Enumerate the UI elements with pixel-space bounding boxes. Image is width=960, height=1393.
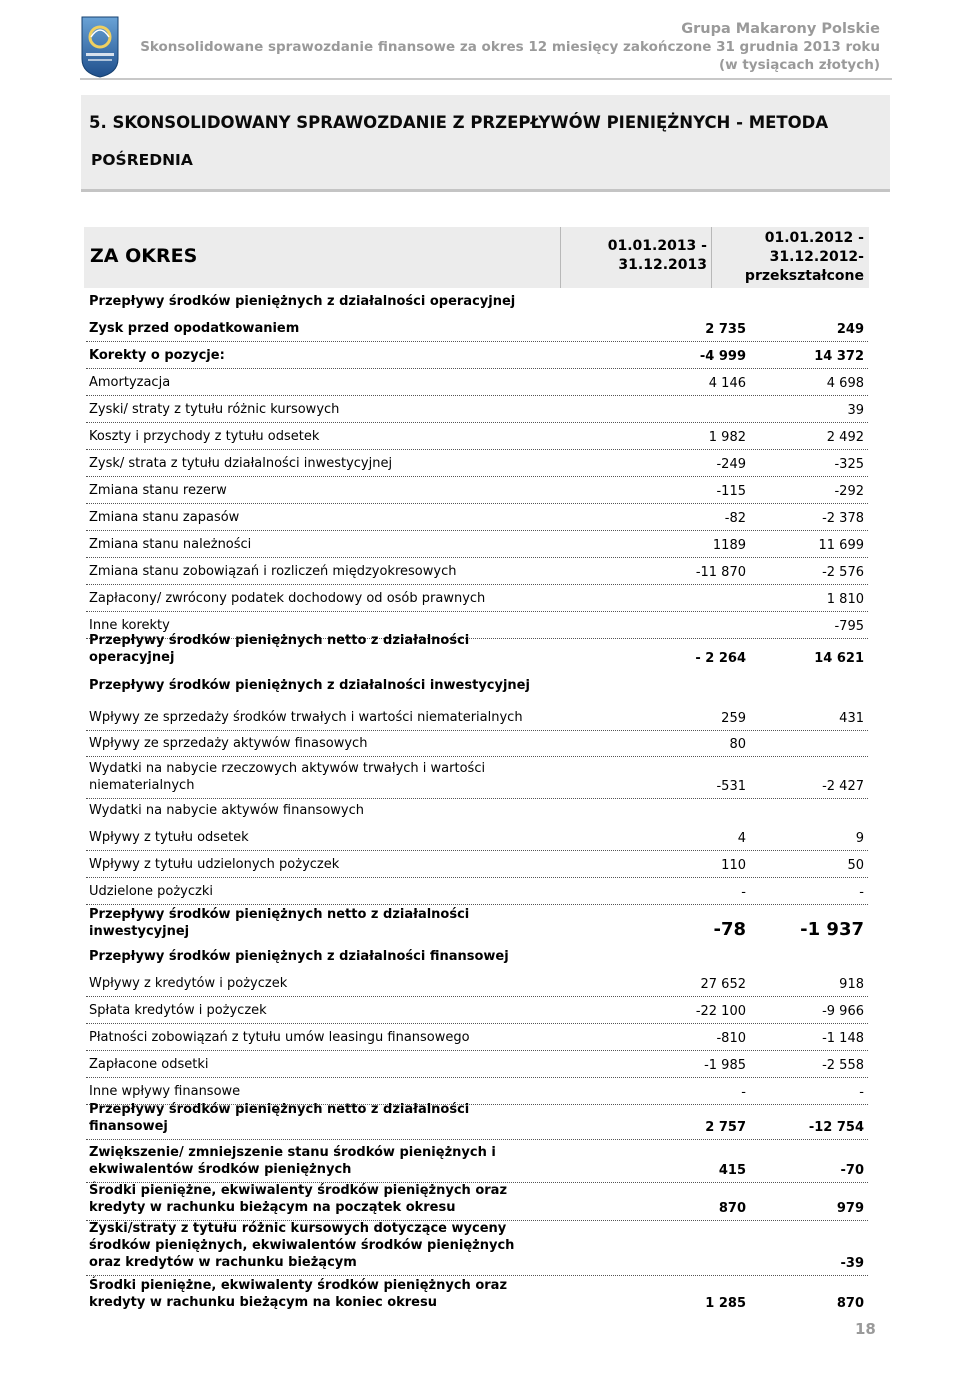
row-label: Koszty i przychody z tytułu odsetek: [89, 429, 320, 444]
row-label: Korekty o pozycje:: [89, 348, 225, 363]
row-label: Zmiana stanu zapasów: [89, 510, 240, 525]
column-header-2013-line: 31.12.2013: [618, 257, 707, 273]
table-row: [86, 530, 868, 558]
table-row: [86, 698, 868, 731]
value-2012: 870: [836, 1296, 864, 1311]
row-label: Zmiana stanu należności: [89, 537, 252, 552]
row-label: Amortyzacja: [89, 375, 171, 390]
row-label: Inne wpływy finansowe: [89, 1084, 241, 1099]
row-label: Zysk przed opodatkowaniem: [89, 321, 300, 336]
table-row: [86, 944, 868, 969]
value-2012: -1 148: [822, 1031, 864, 1046]
table-row: [86, 730, 868, 757]
value-2013: 80: [729, 737, 746, 752]
row-label: Przepływy środków pieniężnych netto z działalności operacyjnej: [89, 633, 470, 665]
row-label: Wydatki na nabycie rzeczowych aktywów trwałych i wartości niematerialnych: [89, 761, 486, 793]
table-row: [86, 633, 868, 670]
header-divider: [80, 78, 892, 80]
value-2013: 4: [737, 831, 746, 846]
value-2012: -9 966: [822, 1004, 864, 1019]
value-2013: 2 757: [705, 1120, 746, 1135]
table-row: [86, 368, 868, 396]
value-2012: -2 427: [822, 779, 864, 794]
value-2013: 870: [718, 1201, 746, 1216]
value-2013: -115: [716, 484, 746, 499]
row-label: Środki pieniężne, ekwiwalenty środków pieniężnych oraz kredyty w rachunku bieżącym na początek okresu: [89, 1183, 508, 1215]
value-2012: 1 810: [826, 592, 864, 607]
row-label: Zwiększenie/ zmniejszenie stanu środków pieniężnych i ekwiwalentów środków pieniężnych: [89, 1145, 496, 1177]
row-label: Przepływy środków pieniężnych z działalności operacyjnej: [89, 294, 516, 309]
value-2013: -82: [724, 511, 746, 526]
value-2013: 2 735: [705, 322, 746, 337]
value-2012: -: [859, 885, 864, 900]
value-2013: 1189: [712, 538, 746, 553]
value-2013: -531: [716, 779, 746, 794]
column-header-2012-line: 31.12.2012-: [769, 249, 864, 265]
value-2012: 9: [855, 831, 864, 846]
value-2012: -325: [834, 457, 864, 472]
value-2013: -11 870: [695, 565, 746, 580]
value-2013: 1 982: [708, 430, 746, 445]
value-2012: -1 937: [800, 919, 864, 940]
column-header-2013: [560, 237, 707, 275]
value-2013: 1 285: [705, 1296, 746, 1311]
value-2012: 979: [836, 1201, 864, 1216]
value-2013: 4 146: [708, 376, 746, 391]
table-row: [86, 1182, 868, 1221]
period-label: ZA OKRES: [90, 245, 198, 267]
section-title-line1: 5. SKONSOLIDOWANY SPRAWOZDANIE Z PRZEPŁYWÓW PIENIĘŻNYCH - METODA: [89, 113, 829, 132]
table-row: [86, 1141, 868, 1183]
table-row: [86, 672, 868, 698]
table-row: [86, 823, 868, 851]
value-2013: -810: [716, 1031, 746, 1046]
value-2013: -: [741, 885, 746, 900]
table-row: [86, 996, 868, 1024]
row-label: Przepływy środków pieniężnych z działalności finansowej: [89, 949, 509, 964]
row-label: Zmiana stanu rezerw: [89, 483, 227, 498]
value-2012: 14 372: [814, 349, 864, 364]
value-2013: - 2 264: [695, 651, 746, 666]
table-row: [86, 395, 868, 423]
value-2012: -12 754: [808, 1120, 864, 1135]
table-row: [86, 877, 868, 905]
company-logo: [80, 15, 120, 79]
value-2012: -292: [834, 484, 864, 499]
report-subtitle: Skonsolidowane sprawozdanie finansowe za okres 12 miesięcy zakończone 31 grudnia 2013 roku: [140, 39, 880, 55]
value-2013: -78: [713, 919, 746, 940]
row-label: Inne korekty: [89, 618, 170, 633]
table-row: [86, 584, 868, 612]
row-label: Wpływy ze sprzedaży środków trwałych i wartości niematerialnych: [89, 710, 523, 725]
value-2013: -1 985: [704, 1058, 746, 1073]
value-2013: -4 999: [699, 349, 746, 364]
table-row: [86, 756, 868, 799]
column-header-2012-line: 01.01.2012 -: [764, 230, 864, 246]
row-label: Zapłacony/ zwrócony podatek dochodowy od osób prawnych: [89, 591, 486, 606]
row-label: Udzielone pożyczki: [89, 884, 213, 899]
value-2013: 27 652: [700, 977, 746, 992]
row-label: Zmiana stanu zobowiązań i rozliczeń międzyokresowych: [89, 564, 457, 579]
value-2013: -: [741, 1085, 746, 1100]
table-row: [86, 1104, 868, 1140]
table-row: [86, 288, 868, 314]
page-number: 18: [855, 1320, 876, 1338]
value-2013: 259: [721, 711, 746, 726]
value-2012: -2 378: [822, 511, 864, 526]
table-row: [86, 850, 868, 878]
value-2013: -249: [716, 457, 746, 472]
table-row: [86, 503, 868, 531]
units-note: (w tysiącach złotych): [719, 57, 880, 73]
value-2012: 2 492: [826, 430, 864, 445]
column-header-2012: [712, 229, 864, 286]
section-title-box: [81, 95, 890, 189]
table-row: [86, 449, 868, 477]
value-2012: 918: [839, 977, 864, 992]
row-label: Przepływy środków pieniężnych netto z działalności finansowej: [89, 1102, 470, 1134]
column-header-2012-line: przekształcone: [744, 268, 864, 284]
row-label: Spłata kredytów i pożyczek: [89, 1003, 267, 1018]
table-row: [86, 557, 868, 585]
value-2012: -: [859, 1085, 864, 1100]
row-label: Wydatki na nabycie aktywów finansowych: [89, 803, 364, 818]
table-row: [86, 1275, 868, 1315]
row-label: Zyski/straty z tytułu różnic kursowych dotyczące wyceny środków pieniężnych, ekwiwalentów środków pieniężnych oraz kredytów w rachunku bieżącym: [89, 1221, 515, 1270]
table-row: [86, 422, 868, 450]
column-header-2013-line: 01.01.2013 -: [607, 238, 707, 254]
row-label: Zapłacone odsetki: [89, 1057, 209, 1072]
value-2012: 4 698: [826, 376, 864, 391]
row-label: Wpływy z kredytów i pożyczek: [89, 976, 288, 991]
table-row: [86, 969, 868, 997]
row-label: Wpływy z tytułu odsetek: [89, 830, 249, 845]
value-2012: 249: [836, 322, 864, 337]
row-label: Płatności zobowiązań z tytułu umów leasingu finansowego: [89, 1030, 470, 1045]
section-title-line2: POŚREDNIA: [91, 151, 193, 169]
row-label: Przepływy środków pieniężnych z działalności inwestycyjnej: [89, 678, 530, 693]
row-label: Wpływy ze sprzedaży aktywów finasowych: [89, 736, 368, 751]
value-2012: 431: [839, 711, 864, 726]
value-2012: 11 699: [818, 538, 864, 553]
row-label: Wpływy z tytułu udzielonych pożyczek: [89, 857, 340, 872]
table-row: [86, 314, 868, 342]
value-2012: 14 621: [814, 651, 864, 666]
value-2012: -2 576: [822, 565, 864, 580]
value-2013: 415: [718, 1163, 746, 1178]
table-row: [86, 1050, 868, 1078]
value-2013: 110: [721, 858, 746, 873]
table-row: [86, 476, 868, 504]
table-row: [86, 1220, 868, 1276]
value-2012: 50: [847, 858, 864, 873]
row-label: Zysk/ strata z tytułu działalności inwestycyjnej: [89, 456, 393, 471]
row-label: Środki pieniężne, ekwiwalenty środków pieniężnych oraz kredyty w rachunku bieżącym na koniec okresu: [89, 1278, 508, 1310]
table-row: [86, 798, 868, 823]
value-2012: -795: [834, 619, 864, 634]
value-2012: -39: [840, 1256, 864, 1271]
table-row: [86, 1023, 868, 1051]
value-2013: -22 100: [695, 1004, 746, 1019]
row-label: Zyski/ straty z tytułu różnic kursowych: [89, 402, 340, 417]
value-2012: -2 558: [822, 1058, 864, 1073]
company-name: Grupa Makarony Polskie: [681, 21, 880, 37]
row-label: Przepływy środków pieniężnych netto z działalności inwestycyjnej: [89, 907, 470, 939]
table-row: [86, 341, 868, 369]
table-row: [86, 904, 868, 944]
value-2012: 39: [847, 403, 864, 418]
value-2012: -70: [840, 1163, 864, 1178]
